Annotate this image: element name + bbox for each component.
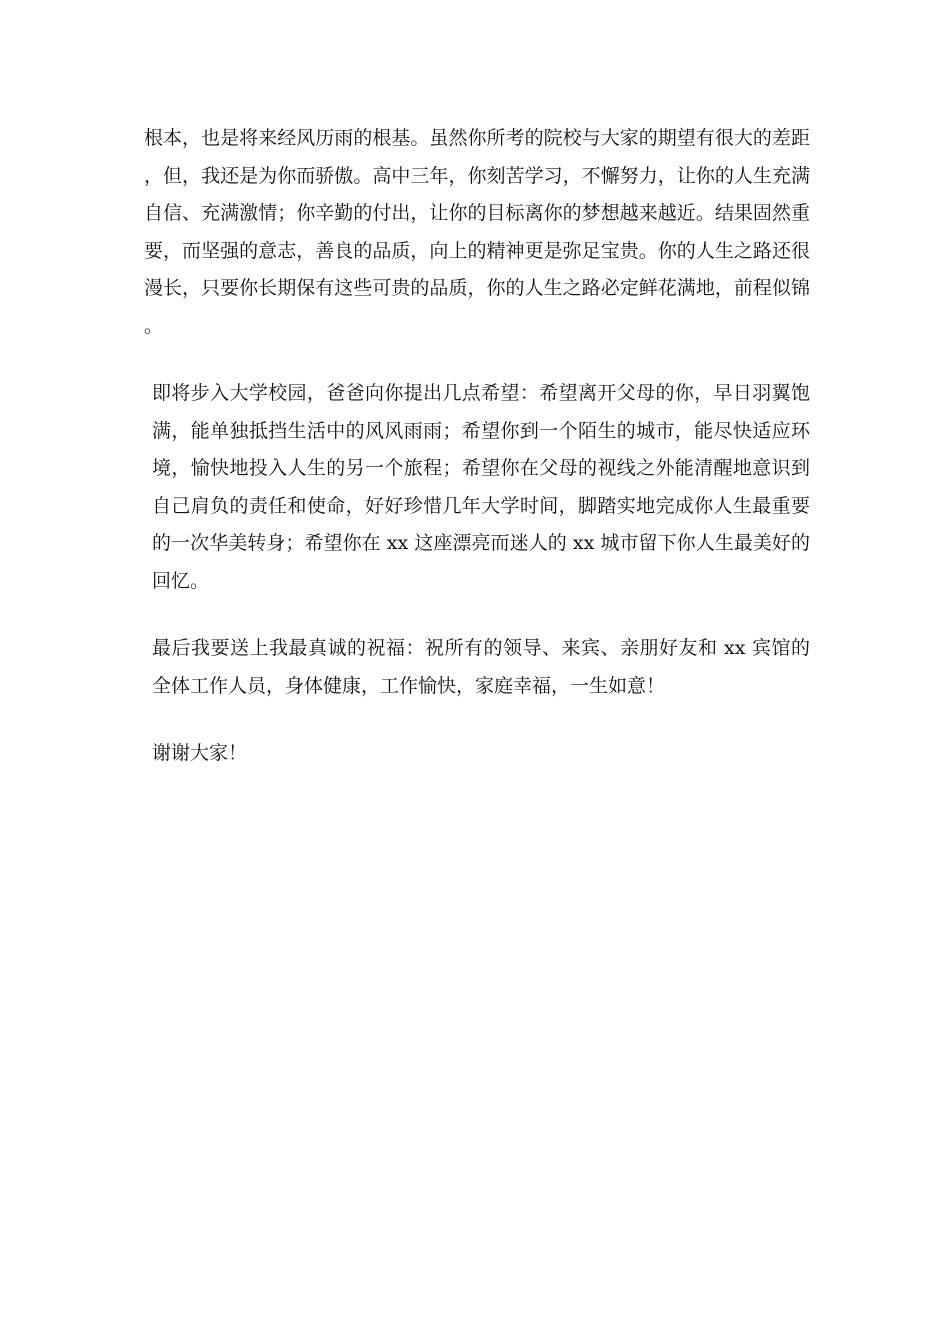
paragraph-gap — [144, 600, 810, 630]
paragraph-2: 即将步入大学校园，爸爸向你提出几点希望：希望离开父母的你，早日羽翼饱满，能单独抵挡生活中的风风雨雨；希望你到一个陌生的城市，能尽快适应环境，愉快地投入人生的另一个旅程；希望你在父母的视线之外能清醒地意识到自己肩负的责任和使命，好好珍惜几年大学时间，脚踏实地完成你人生最重要的一次华美转身；希望你在 xx 这座漂亮而迷人的 xx 城市留下你人生最美好的回忆。 — [152, 382, 810, 592]
paragraph-1: 根本，也是将来经风历雨的根基。虽然你所考的院校与大家的期望有很大的差距，但，我还是为你而骄傲。高中三年，你刻苦学习，不懈努力，让你的人生充满自信、充满激情；你辛勤的付出，让你的目标离你的梦想越来越近。结果固然重要，而坚强的意志，善良的品质，向上的精神更是弥足宝贵。你的人生之路还很漫长，只要你长期保有这些可贵的品质，你的人生之路必定鲜花满地，前程似锦。 — [144, 127, 810, 337]
document-body — [144, 120, 810, 773]
paragraph-3: 最后我要送上我最真诚的祝福：祝所有的领导、来宾、亲朋好友和 xx 宾馆的全体工作人员，身体健康，工作愉快，家庭幸福，一生如意！ — [152, 637, 810, 697]
paragraph-gap — [144, 705, 810, 735]
paragraph-gap — [144, 345, 810, 375]
paragraph-closing: 谢谢大家！ — [152, 742, 248, 764]
